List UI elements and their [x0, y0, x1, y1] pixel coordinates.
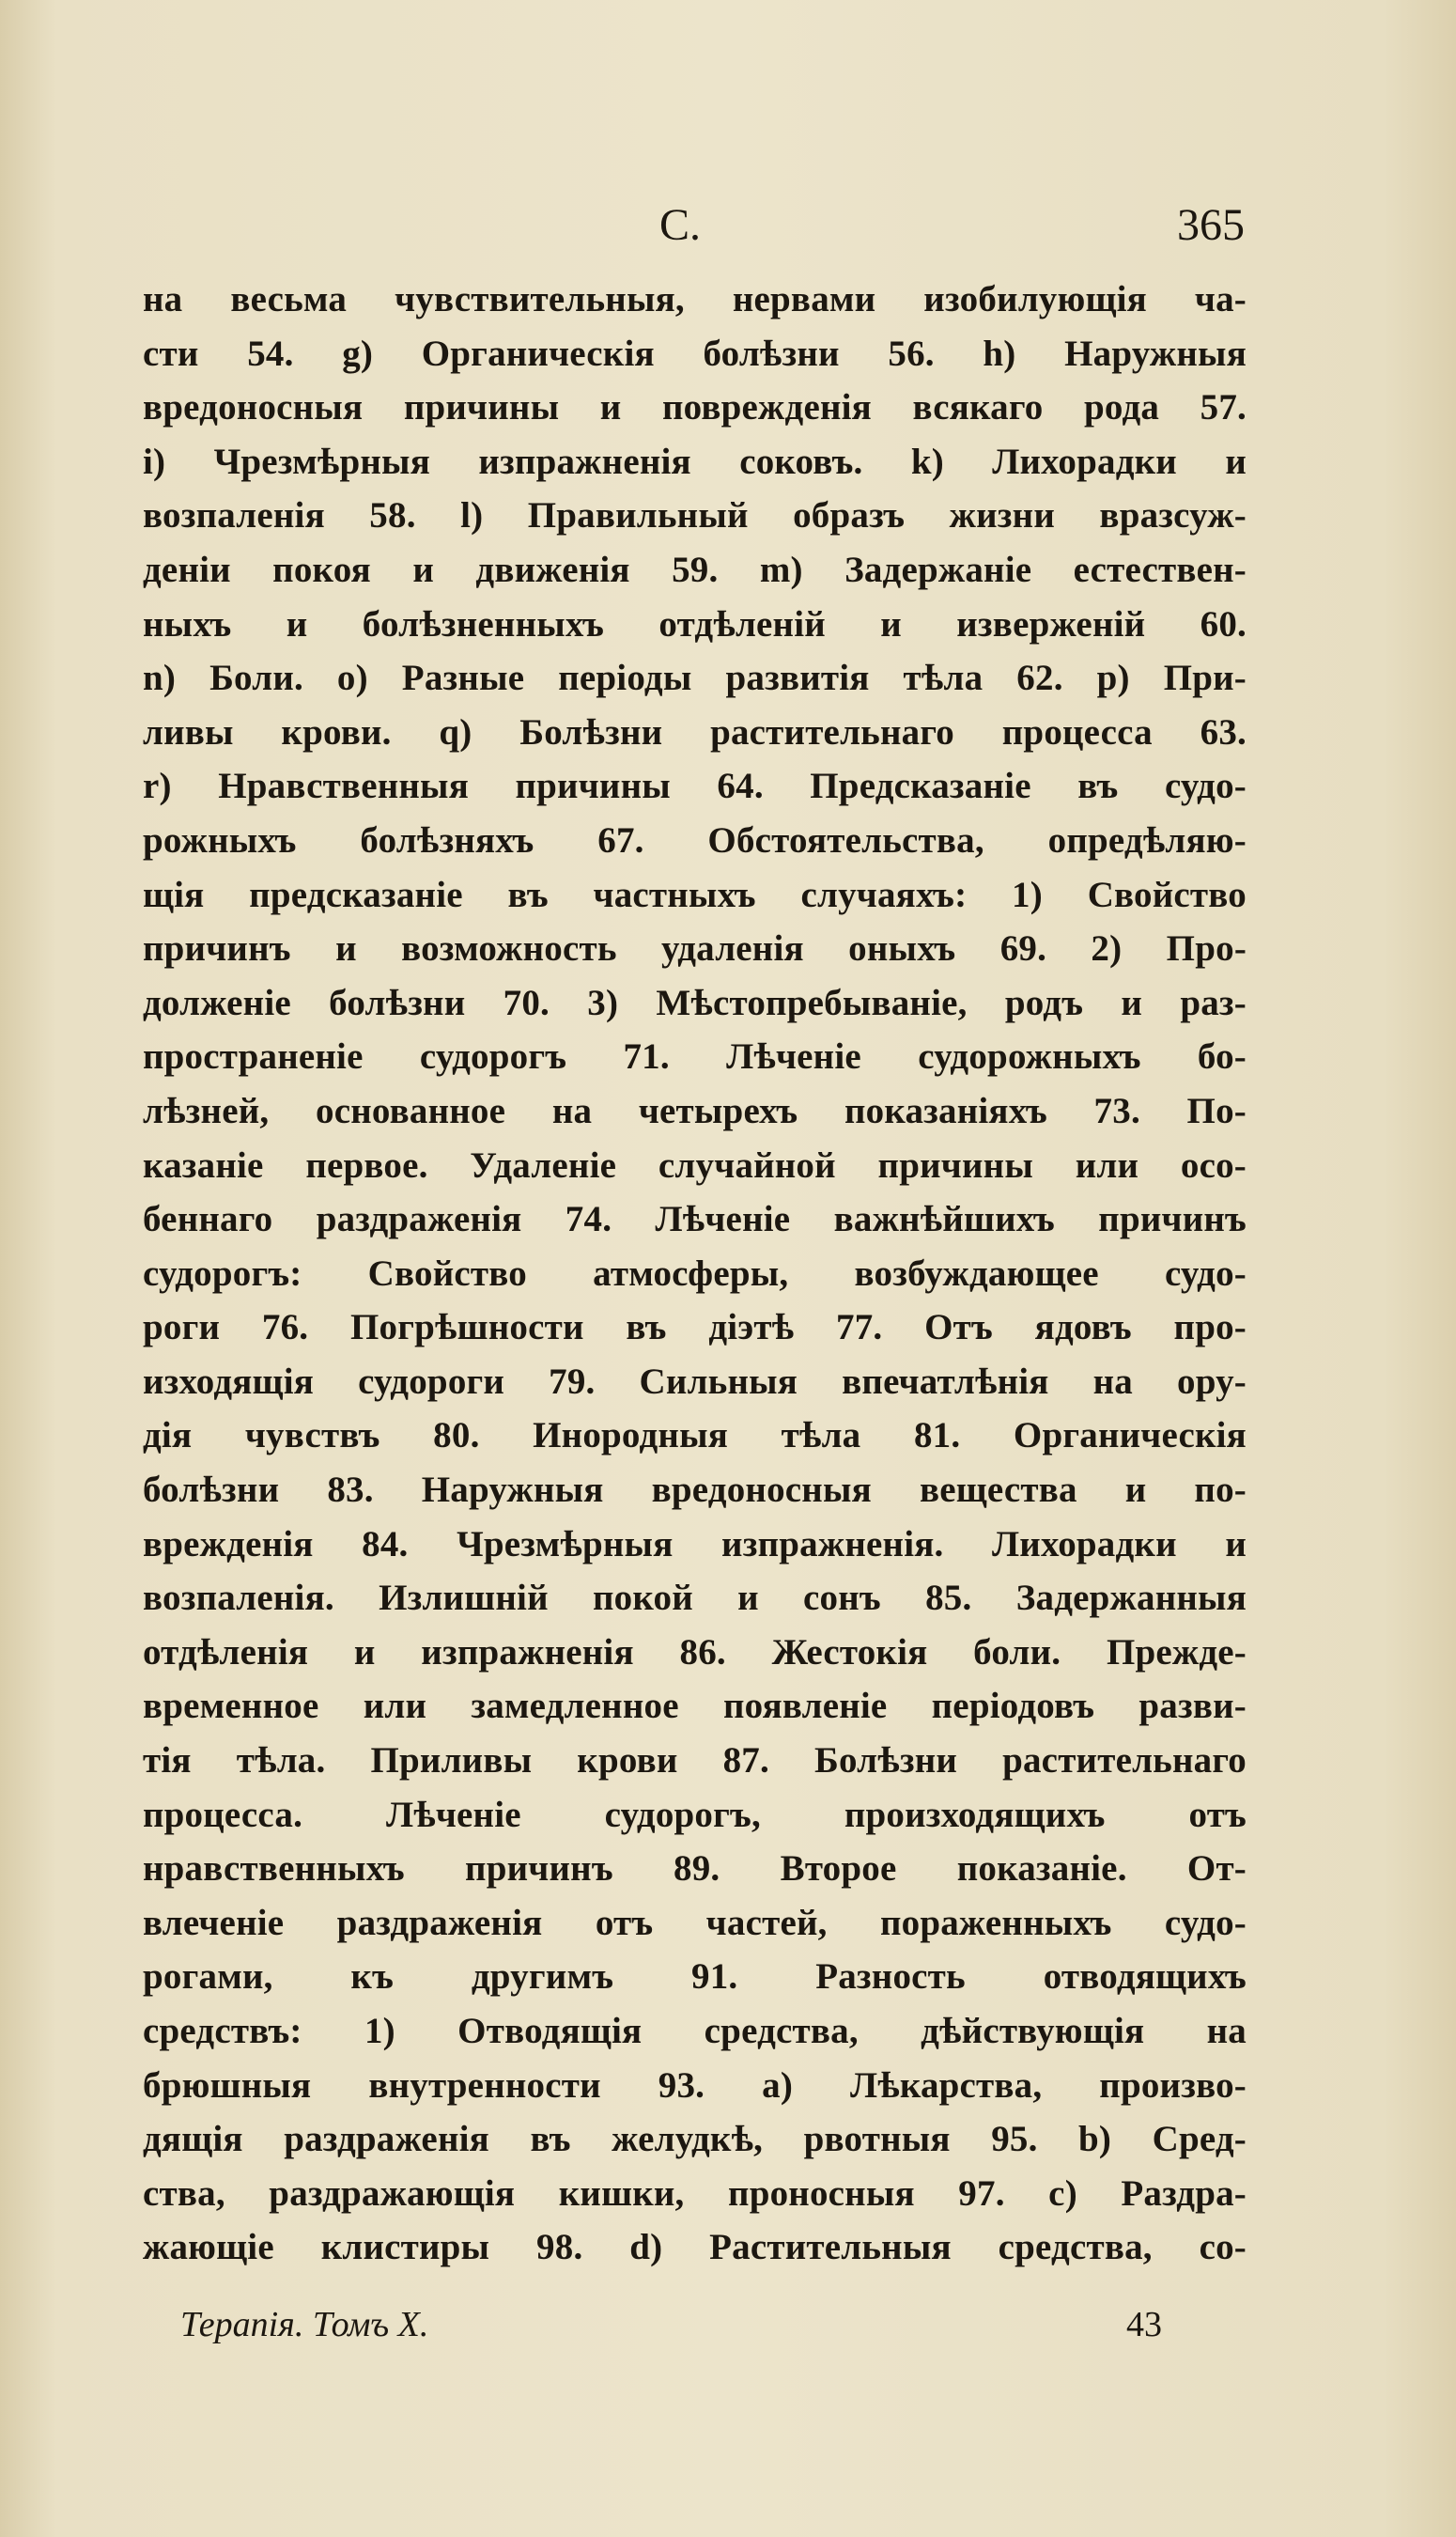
text-line: врежденія 84. Чрезмѣрныя изпражненія. Лихорадки и — [143, 1523, 1247, 1564]
volume-title: Терапія. Томъ Х. — [180, 2305, 429, 2344]
index-body-text — [143, 272, 1247, 2275]
section-letter: С. — [659, 200, 702, 250]
page-number: 365 — [1177, 200, 1245, 250]
text-line: вредоносныя причины и поврежденія всякаго рода 57. — [143, 387, 1247, 428]
text-line: на весьма чувствительныя, нервами изобилующія ча- — [143, 279, 1247, 319]
text-line: дящія раздраженія въ желудкѣ, рвотныя 95. b) Сред- — [143, 2119, 1247, 2160]
text-line: отдѣленія и изпражненія 86. Жестокія боли. Прежде- — [143, 1631, 1247, 1673]
text-line: нравственныхъ причинъ 89. Второе показаніе. От- — [143, 1848, 1247, 1890]
text-line: дія чувствъ 80. Инородныя тѣла 81. Органическія — [143, 1415, 1247, 1456]
text-line: возпаленія. Излишній покой и сонъ 85. Задержанныя — [143, 1578, 1247, 1619]
text-line: r) Нравственныя причины 64. Предсказаніе въ судо- — [143, 766, 1247, 807]
text-line: роги 76. Погрѣшности въ діэтѣ 77. Отъ ядовъ про- — [143, 1307, 1247, 1348]
signature-mark: 43 — [1126, 2305, 1162, 2344]
text-line: долженіе болѣзни 70. 3) Мѣстопребываніе, родъ и раз- — [143, 982, 1247, 1023]
text-line: судорогъ: Свойство атмосферы, возбуждающее судо- — [143, 1253, 1247, 1294]
text-line: ливы крови. q) Болѣзни растительнаго процесса 63. — [143, 711, 1247, 753]
text-line: деніи покоя и движенія 59. m) Задержаніе естествен- — [143, 549, 1247, 590]
page-header — [150, 199, 1245, 265]
text-line: возпаленія 58. l) Правильный образъ жизни вразсуж- — [143, 495, 1247, 537]
text-line: щія предсказаніе въ частныхъ случаяхъ: 1) Свойство — [143, 874, 1247, 915]
text-line: беннаго раздраженія 74. Лѣченіе важнѣйшихъ причинъ — [143, 1199, 1247, 1240]
text-line: болѣзни 83. Наружныя вредоносныя вещества и по- — [143, 1470, 1247, 1511]
text-line: влеченіе раздраженія отъ частей, пораженныхъ судо- — [143, 1902, 1247, 1943]
text-line: i) Чрезмѣрныя изпражненія соковъ. k) Лихорадки и — [143, 441, 1247, 482]
text-line: средствъ: 1) Отводящія средства, дѣйствующія на — [143, 2011, 1247, 2051]
text-line: ныхъ и болѣзненныхъ отдѣленій и изверженій 60. — [143, 603, 1247, 645]
text-line: брюшныя внутренности 93. a) Лѣкарства, произво- — [143, 2064, 1247, 2106]
text-line: причинъ и возможность удаленія оныхъ 69. 2) Про- — [143, 928, 1247, 970]
text-line: пространеніе судорогъ 71. Лѣченіе судорожныхъ бо- — [143, 1036, 1247, 1078]
text-line: рогами, къ другимъ 91. Разность отводящихъ — [143, 1956, 1247, 1998]
text-line: рожныхъ болѣзняхъ 67. Обстоятельства, опредѣляю- — [143, 819, 1247, 861]
text-line: тія тѣла. Приливы крови 87. Болѣзни растительнаго — [143, 1740, 1247, 1782]
text-line: жающіе клистиры 98. d) Растительныя средства, со- — [143, 2227, 1247, 2268]
text-line: процесса. Лѣченіе судорогъ, произходящихъ отъ — [143, 1794, 1247, 1835]
text-line: лѣзней, основанное на четырехъ показаніяхъ 73. По- — [143, 1090, 1247, 1131]
text-line: временное или замедленное появленіе періодовъ разви- — [143, 1686, 1247, 1727]
text-line: сти 54. g) Органическія болѣзни 56. h) Наружныя — [143, 333, 1247, 374]
text-line: ства, раздражающія кишки, проносныя 97. c) Раздра- — [143, 2172, 1247, 2214]
text-line: изходящія судороги 79. Сильныя впечатлѣнія на ору- — [143, 1361, 1247, 1402]
text-line: n) Боли. o) Разные періоды развитія тѣла 62. p) При- — [143, 658, 1247, 699]
text-line: казаніе первое. Удаленіе случайной причины или осо- — [143, 1144, 1247, 1186]
page-footer — [180, 2304, 1162, 2360]
